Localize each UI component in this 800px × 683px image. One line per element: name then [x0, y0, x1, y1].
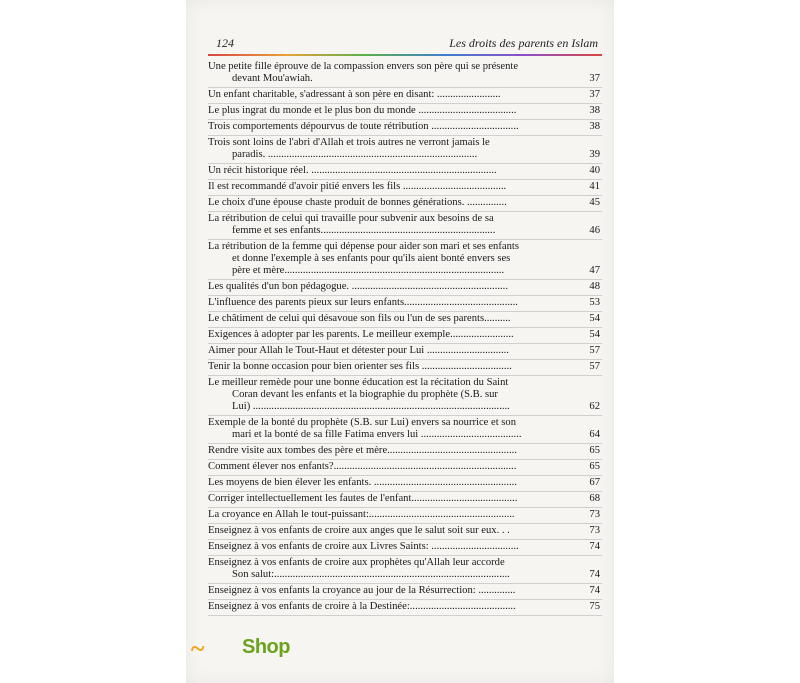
toc-entry-text: Corriger intellectuellement les fautes de l'enfant........................................ [208, 493, 518, 504]
toc-entry-text: Enseignez à vos enfants de croire aux anges que le salut soit sur eux. . . [208, 525, 510, 536]
toc-entry-text: Trois comportements dépourvus de toute rétribution ................................. [208, 121, 519, 132]
toc-entry [208, 524, 602, 540]
toc-entry-text: Tenir la bonne occasion pour bien orienter ses fils .................................. [208, 361, 512, 372]
toc-page-number: 38 [589, 121, 600, 132]
toc-entry-text: femme et ses enfants.................................................................. [232, 225, 496, 236]
toc-page-number: 65 [589, 461, 600, 472]
toc-entry [208, 60, 602, 88]
toc-entry-text: Les qualités d'un bon pédagogue. ........................................................... [208, 281, 508, 292]
toc-page-number: 48 [589, 281, 600, 292]
toc-page-number: 45 [589, 197, 600, 208]
toc-entry [208, 88, 602, 104]
toc-entry [208, 600, 602, 616]
toc-entry-text: Une petite fille éprouve de la compassion envers son père qui se présente [208, 61, 519, 72]
toc-entry-text: Le plus ingrat du monde et le plus bon du monde ..................................... [208, 105, 517, 116]
toc-entry [208, 376, 602, 416]
toc-entry [208, 556, 602, 584]
toc-entry-text: Exigences à adopter par les parents. Le meilleur exemple........................ [208, 329, 514, 340]
page-number: 124 [216, 36, 234, 50]
toc-entry-text: L'influence des parents pieux sur leurs enfants........................................... [208, 297, 518, 308]
toc-entry [208, 196, 602, 212]
toc-entry [208, 416, 602, 444]
toc-entry [208, 492, 602, 508]
toc-entry-text: Exemple de la bonté du prophète (S.B. sur Lui) envers sa nourrice et son [208, 417, 517, 428]
toc-page-number: 73 [589, 525, 600, 536]
toc-entry-text: Enseignez à vos enfants la croyance au jour de la Résurrection: .............. [208, 585, 516, 596]
toc-entry-text: Enseignez à vos enfants de croire aux Livres Saints: ................................. [208, 541, 519, 552]
toc-page-number: 37 [589, 73, 600, 84]
toc-entry [208, 360, 602, 376]
shop-logo [176, 624, 311, 672]
toc-page-number: 40 [589, 165, 600, 176]
toc-entry [208, 540, 602, 556]
toc-entry-text: Comment élever nos enfants?..................................................................... [208, 461, 517, 472]
toc-page-number: 38 [589, 105, 600, 116]
toc-page-number: 62 [589, 401, 600, 412]
toc-entry-text: Un enfant charitable, s'adressant à son père en disant: ........................ [208, 89, 501, 100]
page-header [216, 36, 598, 52]
toc-entry-text: et donne l'exemple à ses enfants pour qu'ils aient bonté envers ses [232, 253, 511, 264]
toc-entry [208, 460, 602, 476]
toc-page-number: 64 [589, 429, 600, 440]
toc-entry-text: Les moyens de bien élever les enfants. ...................................................... [208, 477, 517, 488]
header-rule [208, 54, 602, 56]
toc-entry-text: Le châtiment de celui qui désavoue son fils ou l'un de ses parents.......... [208, 313, 511, 324]
toc-entry-text: La rétribution de celui qui travaille pour subvenir aux besoins de sa [208, 213, 494, 224]
logo-swirl-icon: ~ [190, 634, 205, 663]
toc-page-number: 65 [589, 445, 600, 456]
toc-page-number: 73 [589, 509, 600, 520]
toc-entry [208, 164, 602, 180]
toc-entry-text: père et mère................................................................................... [232, 265, 505, 276]
toc-entry-text: Enseignez à vos enfants de croire aux prophètes qu'Allah leur accorde [208, 557, 505, 568]
toc-page-number: 67 [589, 477, 600, 488]
toc-page-number: 53 [589, 297, 600, 308]
toc-entry [208, 212, 602, 240]
toc-entry [208, 120, 602, 136]
toc-entry [208, 296, 602, 312]
toc-page-number: 54 [589, 329, 600, 340]
toc-entry-text: Le meilleur remède pour une bonne éducation est la récitation du Saint [208, 377, 509, 388]
toc-page-number: 37 [589, 89, 600, 100]
table-of-contents [208, 60, 602, 616]
toc-entry-text: paradis. ............................................................................... [232, 149, 478, 160]
toc-entry [208, 476, 602, 492]
toc-page-number: 75 [589, 601, 600, 612]
book-title: Les droits des parents en Islam [449, 36, 598, 50]
toc-entry-text: Enseignez à vos enfants de croire à la Destinée:........................................ [208, 601, 516, 612]
toc-entry-text: Un récit historique réel. ...................................................................... [208, 165, 497, 176]
toc-page-number: 68 [589, 493, 600, 504]
toc-entry [208, 280, 602, 296]
logo-text: Shop [242, 636, 290, 658]
toc-entry-text: Trois sont loins de l'abri d'Allah et trois autres ne verront jamais le [208, 137, 490, 148]
toc-entry [208, 136, 602, 164]
toc-entry [208, 508, 602, 524]
toc-entry-text: Rendre visite aux tombes des père et mère................................................. [208, 445, 517, 456]
toc-entry [208, 180, 602, 196]
toc-entry-text: Il est recommandé d'avoir pitié envers les fils ....................................... [208, 181, 507, 192]
toc-entry [208, 344, 602, 360]
toc-entry-text: Son salut:......................................................................................... [232, 569, 510, 580]
toc-page-number: 57 [589, 345, 600, 356]
toc-entry [208, 240, 602, 280]
toc-page-number: 47 [589, 265, 600, 276]
toc-page-number: 74 [589, 585, 600, 596]
toc-page-number: 74 [589, 541, 600, 552]
toc-entry [208, 312, 602, 328]
toc-page-number: 46 [589, 225, 600, 236]
toc-entry [208, 328, 602, 344]
toc-entry-text: Le choix d'une épouse chaste produit de bonnes générations. ............... [208, 197, 507, 208]
toc-page-number: 74 [589, 569, 600, 580]
toc-entry-text: Aimer pour Allah le Tout-Haut et détester pour Lui ............................... [208, 345, 509, 356]
toc-entry-text: La croyance en Allah le tout-puissant:....................................................... [208, 509, 515, 520]
toc-entry [208, 444, 602, 460]
toc-page-number: 57 [589, 361, 600, 372]
toc-entry-text: mari et la bonté de sa fille Fatima envers lui ...................................... [232, 429, 522, 440]
toc-entry-text: La rétribution de la femme qui dépense pour aider son mari et ses enfants [208, 241, 519, 252]
toc-entry [208, 584, 602, 600]
toc-entry-text: Lui) ................................................................................................. [232, 401, 510, 412]
toc-page-number: 41 [589, 181, 600, 192]
book-page [186, 0, 614, 683]
toc-entry [208, 104, 602, 120]
toc-page-number: 39 [589, 149, 600, 160]
toc-entry-text: devant Mou'awiah. [232, 73, 313, 84]
toc-page-number: 54 [589, 313, 600, 324]
toc-entry-text: Coran devant les enfants et la biographie du prophète (S.B. sur [232, 389, 498, 400]
